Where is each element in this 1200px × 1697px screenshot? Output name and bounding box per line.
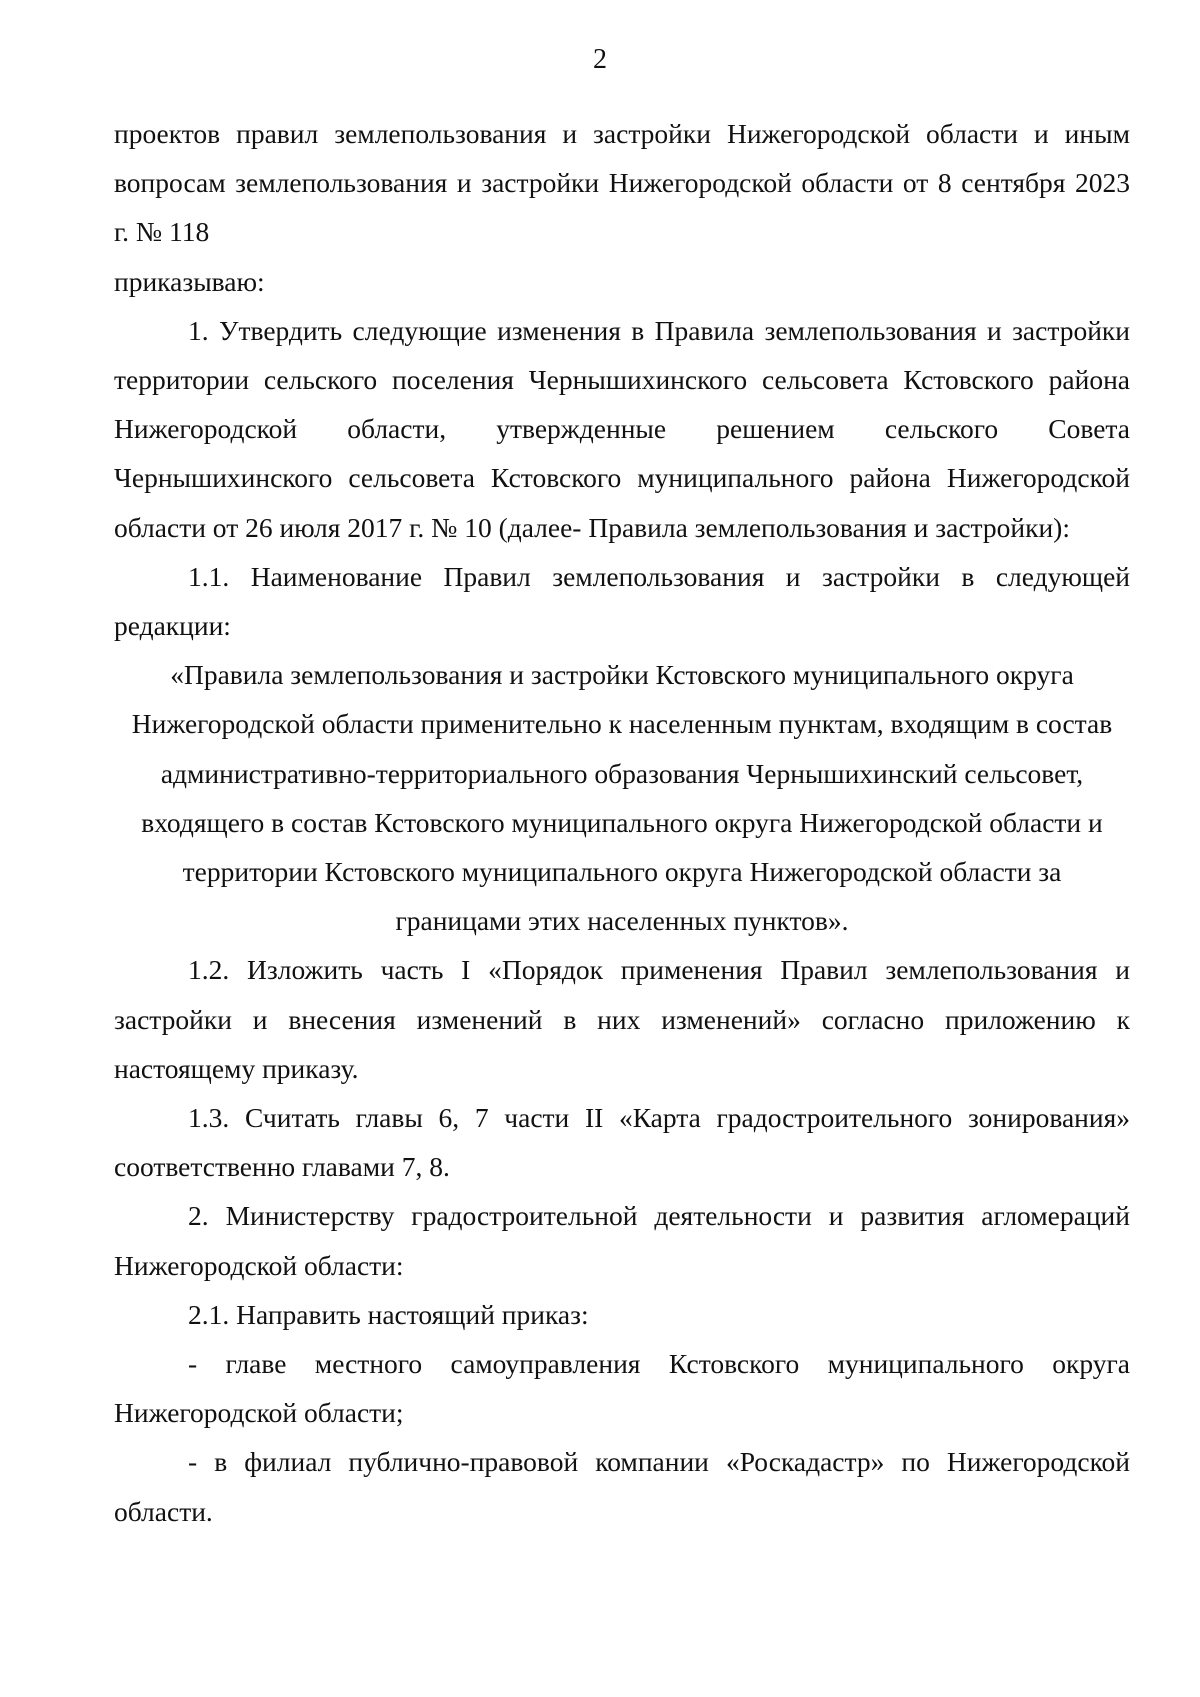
quote-line: «Правила землепользования и застройки Кстовского муниципального округа — [170, 659, 1074, 691]
order-word: приказываю: — [114, 265, 265, 297]
intro-line-2: вопросам землепользования и застройки Нижегородской области от 8 сентября 2023 — [114, 167, 1130, 199]
paragraph-1-2: 1.2. Изложить часть I «Порядок применения Правил землепользования и застройки и внесения изменений в них изменений» согласно приложению к настоящему приказу. — [114, 954, 1130, 1084]
paragraph-1: 1. Утвердить следующие изменения в Правила землепользования и застройки территории сельского поселения Чернышихинского сельсовета Кстовского района Нижегородской области, утвержденные решением сельского Совета Чернышихинского сельсовета Кстовского муниципального района Нижегородской области от 26 июля 2017 г. № 10 (далее- Правила землепользования и застройки): — [114, 314, 1130, 543]
paragraph-1-1: 1.1. Наименование Правил землепользования и застройки в следующей редакции: — [114, 560, 1130, 642]
quoted-title — [114, 650, 1130, 945]
quote-line: Нижегородской области применительно к населенным пунктам, входящим в состав — [131, 708, 1113, 740]
paragraph-2: 2. Министерству градостроительной деятельности и развития агломераций Нижегородской области: — [114, 1200, 1130, 1281]
quote-line: входящего в состав Кстовского муниципального округа Нижегородской области и — [141, 806, 1103, 838]
intro-line-1: проектов правил землепользования и застройки Нижегородской области и иным — [114, 118, 1130, 149]
paragraph-1-3: 1.3. Считать главы 6, 7 части II «Карта градостроительного зонирования» соответственно главами 7, 8. — [114, 1102, 1130, 1183]
intro-line-3: г. № 118 — [114, 216, 210, 248]
quote-line: административно-территориального образования Чернышихинский сельсовет, — [160, 757, 1084, 789]
bullet-item-2: - в филиал публично-правовой компании «Роскадастр» по Нижегородской области. — [114, 1446, 1130, 1527]
document-body — [114, 109, 1130, 1536]
quote-line: территории Кстовского муниципального округа Нижегородской области за — [182, 856, 1062, 888]
quote-line: границами этих населенных пунктов». — [395, 905, 849, 937]
page-number: 2 — [593, 44, 607, 75]
paragraph-2-1: 2.1. Направить настоящий приказ: — [188, 1298, 589, 1330]
bullet-item-1: - главе местного самоуправления Кстовского муниципального округа Нижегородской области; — [114, 1348, 1130, 1429]
intro-paragraph — [114, 109, 1130, 257]
